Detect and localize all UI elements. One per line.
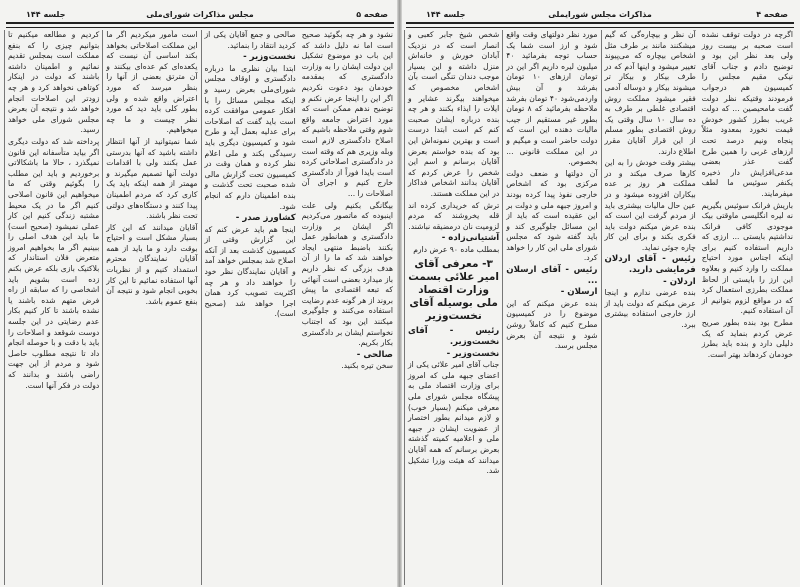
text-column (102, 30, 200, 585)
paragraph: صالحی و جمع آقایان یکی از کردید انتقاد را بنمائید. (204, 30, 296, 50)
paragraph: است مأمور میکردیم اگر ما این مملکت اصلاحاتی بخواهد بکند اساسی آن نیست که یکعده‌ای کم عده‌ای بیکنند و آن مترتق بعضی از آنها را بنظر میرسد که مورد اعتراض واقع شده و ولی بطور کلی باید دید که مورد نظر چیست و ما چه میخواهیم. (106, 30, 198, 135)
page-title: مجلس مذاکرات شورای‌ملی (146, 10, 254, 19)
paragraph: بیگانگی بکنیم ولی علت اینبوده که ماتصور می‌کردیم اگر ایشان بر وزارت دادگستری و همانطور عمل بکنند باضبط منتهی ایجاد خواهند شد که ما را از آن هدف بزرگی که نظر داریم باز میدارد بعضی است آنهائی که تبعه اقتصادی ما پیش بروند از هر گونه عدم رضایت استفاده می‌کنند و جلوگیری میکنند این بود که اجتناب نخواستم ایشان بر دادگستری بکار بکریم. (301, 200, 393, 348)
speaker-name: رئیس - آقای نخست‌وزیر. (408, 326, 500, 348)
speaker-name: رئیس - آقای اردلان فرمایشی دارید. (604, 254, 696, 276)
paragraph: ترش که خریداری کرده اند قله یخروشند که مردم لزومیت نان درمضیقه نباشند. (408, 200, 500, 231)
session-number: جلسه ۱۴۴ (26, 10, 66, 19)
section-heading: ۳- معرفی آقای امیر علائی بسمت وزارت اقتصاد ملی بوسیله آقای نخست‌وزیر (408, 258, 499, 323)
speaker-name: نخست‌وزیر - (446, 348, 500, 359)
text-column (4, 30, 102, 585)
paragraph: بیشتر وقت خودش را به این کارها صرف میکند و در مملکت هر روز بر عده بیکاران افزوده میشود و در عین حال مالیات بیشتری باید از مردم گرفت این است که بنده عرض میکنم دولت باید فکری بکند و برای این کار چاره جوئی نماید. (604, 158, 696, 252)
paragraph: اگرچه در دولت توقف نشده است صحبه بر بیست روز ولی بعد نظر این بود و توضیح دادم و جناب آقای نیکی مقیم مجلس را کمیسیون هم درجواب فرمودند وقتیکه نظر دولت گفت مامحیصین ... که دولت غریب بطرز کشور خودش قیمت نخورد بمعدود مثلاً پنجاه ونیم درصد تحت ارزهای غربی را همین طرح گفت عذر بعضی مدعی‌افزایش دار ذخیره یکنفر سوئیس ما لطف میفرمایند. (701, 30, 793, 198)
paragraph: شما نمیتوانید از آنها انتظار داشته باشید که آنها بدرستی عمل بکنند ولی با اقدامات دولت آنها تصمیم میگیرند و مهمتر از همه اینکه باید یک کاری کرد که مردم اطمینان پیدا کنند و دستگاه‌های دولتی تحت نظر باشند. (106, 136, 198, 221)
paragraph: آقایان میدانند که این کار بسیار مشکل است و احتیاج بوقت دارد و ما باید از همه آقایان نمایندگان محترم استمداد کنیم و از نظریات آنها استفاده نمائیم تا این کار بخوبی انجام شود و نتیجه آن بنفع عموم باشد. (106, 222, 198, 306)
paragraph: بمطلب ماده ۹۰ عرض دارم (413, 244, 500, 254)
paragraph: نشود و هر چه بگوئید صحیح است اما نه دلیل داشد که این باب دو موضوع تشکیل این دولت ایشان را به وزارت دادگستری که بمقدمه خودمان بود دعوت نکردیم اگر این را اینجا عرض نکنم و توضیح ندهم ممکن است که مورد اعتراض جامعه واقع شوم وقتی ملاحظه باشیم که اصلاح دادگستری لازم است وبله وزیری هم که وقته است در دادگستری اصلاحاتی کرده است بایدا فوراً از دادگستری خارج کنیم و اجرای آن اصلاحات را ... (301, 30, 393, 198)
paragraph: اینجا هم باید عرض کنم که این گزارش وقتی از کمیسیون گذشت بعد از آنکه اصلاح شد بمجلس خواهد آمد و آقایان نمایندگان نظر خود را خواهند داد و هر چه اکثریت تصویب کرد همان اجرا خواهد شد (صحیح است). (204, 224, 296, 319)
paragraph: بنده عرض میکنم که این موضوع را در کمیسیون مطرح کنیم که کاملاً روشن شود و نتیجه آن بعرض مجلس برسد. (506, 298, 598, 351)
paragraph: جناب آقای امیر علائی یکی از اعضای جبهه ملی که امروز برای وزارت اقتصاد ملی به پیشگاه مجلس شورای ملی معرفی میکنم (بسیار خوب) و لازم میدانم بطور اختصار از عضویت ایشان در جبهه ملی و اعلامیه کمیته گذشته بعرض برسانم که همه آقایان میدانند که هیئت وزرا تشکیل شد. (408, 360, 500, 476)
session-number: جلسه ۱۴۴ (426, 10, 466, 19)
text-column (699, 30, 796, 585)
header-rule (6, 22, 394, 28)
paragraph: مطرح بود بنده بطور صریح عرض کردم بنماید که یک دلیلی دارد و بنده باید بطرز خودمان کردهاند بهتر است. (701, 318, 793, 359)
text-column (201, 30, 299, 585)
text-columns (404, 30, 796, 585)
speaker-name: صالحی - (356, 349, 393, 360)
speaker-name: اردلان - (663, 276, 696, 287)
text-column (502, 30, 600, 585)
speaker-name: کشاورز صدر - (235, 213, 296, 224)
text-columns (4, 30, 396, 585)
speaker-name: نخست‌وزیر - (243, 52, 296, 63)
text-column (404, 30, 502, 585)
page-number: صفحه ۵ (356, 10, 388, 19)
page-title: مذاکرات مجلس شورایملی (548, 10, 652, 19)
speaker-name: ارسلان - (560, 287, 598, 298)
header-rule (406, 22, 794, 28)
page-fold (397, 0, 402, 587)
paragraph: کردیم و مطالعه میکنیم تا بتوانیم چیزی را که بنفع مملکت است بمجلس تقدیم نمائیم و اطمینان داشته باشند که دولت در اینکار کوتاهی نخواهد کرد و هر چه زودتر این اصلاحات انجام خواهد شد و نتیجه آن بعرض مجلس شورای ملی خواهد رسید. (8, 30, 100, 135)
speaker-name: رئیس - آقای ارسلان ... (506, 265, 598, 286)
page-4 (400, 0, 800, 587)
paragraph: بنده عرضی ندارم و اینجا عرض میکنم که دولت باید از ارز خارجی استفاده بیشتری ببرد. (604, 288, 696, 330)
paragraph: پرداخته شد که دولت دیگری اگر بیاید متأسفانه این قانون نمیگذرد ، حالا ما باشکالاتی برخوردیم و باید این مطلب را بگوئیم وقتی که ما میخواهیم این قانون اصلاحی کنیم اگر ما در یک محیط مشتبه زندگی کنیم این کار عملی نمیشود (صحیح است) ما باید این هدف اصلی را ببینیم اگر ما بخواهیم امروز متعرض فلان استاندار که بلاکتیک بازی بلکه عرض بکنم زده است بشویم باید اشخاصی را که سابقه از راه فرض متهم شده باشند یا نشده باشند تا کار کنیم بکار عدم رضایتی در این جلسه دوست شوقعد و اصلاحات را باید با دقت و با حوصله انجام داد تا نتیجه مطلوب حاصل شود و مردم از این جهت راضی باشند و بدانند که دولت در فکر آنها است. (8, 136, 100, 390)
paragraph: سخن تیره بکنید. (341, 361, 393, 371)
paragraph: باریش فرانک سوئیس بگیریم نه لیره انگلیسی ماوقتی بیک موجودی کافی فرانک نداشتیم بایستی ... ارزی که داریم استفاده کنیم برای اینکه اجناس مورد احتیاج مملکت را وارد کنیم و بعلاوه این ارز را بایستی از لحاظ مملکت بطرزی استعمال کرد که در مواقع لزوم بتوانیم از آن استفاده کنیم. (701, 200, 793, 316)
paragraph: ابتدا بیان نظری ما درباره دادگستری و اوقاف مجلس شورای‌ملی بعرض رسید و اینکه مجلس مسائل را با افکار عمومی موافقت کرده است باید گفت که اصلاحات برای عدلیه بعمل آید و طرح شود و کمیسیون دیگری باید رسیدگی بکند و ملی اعلام نظر کرده و همان وقت در کمیسیون تحت گزارش مالی شده صحبت تحت گذشت و بنده اطمینان دارم که انجام شود. (204, 63, 296, 211)
paragraph: آن نظر و بیچاره‌گی که گیم میشکنند مانند بر طرف مثل اشخاص بیچاره که می‌پیوند تغییر میشود و اینها آدم که در طرف بیکار و بیکار تر میشوند بیکار و دوساله آدمی فقیر میشود مملکت روش اقتصادی غلطی بر طرف به ده سال ۱۰ سال وقتی یک روش اقتصادی بطور مسلم از این قرار آقایان مقرر اطلاع دارند. (604, 30, 696, 156)
paragraph: شخص شیخ جابر کعبی و انصار است که در نزدیک آبادان خورش و خانه‌اش منزل داشته و این بسیار موجب دندان تنگی است بآن اشخاص مخصوص که میخواهند بیگرند عشایر و ایلات را ایذاء بکنند و هر چه بنده درباره ایشان صحبت کنم کم است ابتدا درست است و بهترین نمونه‌اش این بود که بنده خواستم بعرض آقایان برسانم و اسم این شخص را عرض کردم که آقایان بدانند اشخاص فداکار در این مملکت هستند. (408, 30, 500, 198)
text-column (299, 30, 396, 585)
paragraph: آن دولتها و ضعف دولت مرکزی بود که اشخاص خارجی نفوذ پیدا کرده بودند و امروز جبهه ملی و دولت بر این عقیده است که باید از این مسائل جلوگیری کند و باید گفته شود که مجلس شورای ملی این کار را خواهد کرد. (506, 168, 598, 263)
text-column (601, 30, 699, 585)
speaker-name: آشتیانی‌زاده - (441, 233, 500, 244)
page-number: صفحه ۴ (756, 10, 788, 19)
paragraph: مورد نظر دولتهای وقت واقع شود و ارز است شما یک حساب توجه بفرمائید ۴۰ میلیون لیره داریم اگر این در تومان ارزهای ۱۰ تومان بفرشد و آن بیش واردمی‌شود ۴۰ تومان بفرشد ملاحظه بفرمائید که ۸ تومان بطور غیر مستقیم از جیب مالیات دهنده این است که دولت حاضر است و میگیم و در این مملکت قانونی ... بخصوص. (506, 30, 598, 167)
